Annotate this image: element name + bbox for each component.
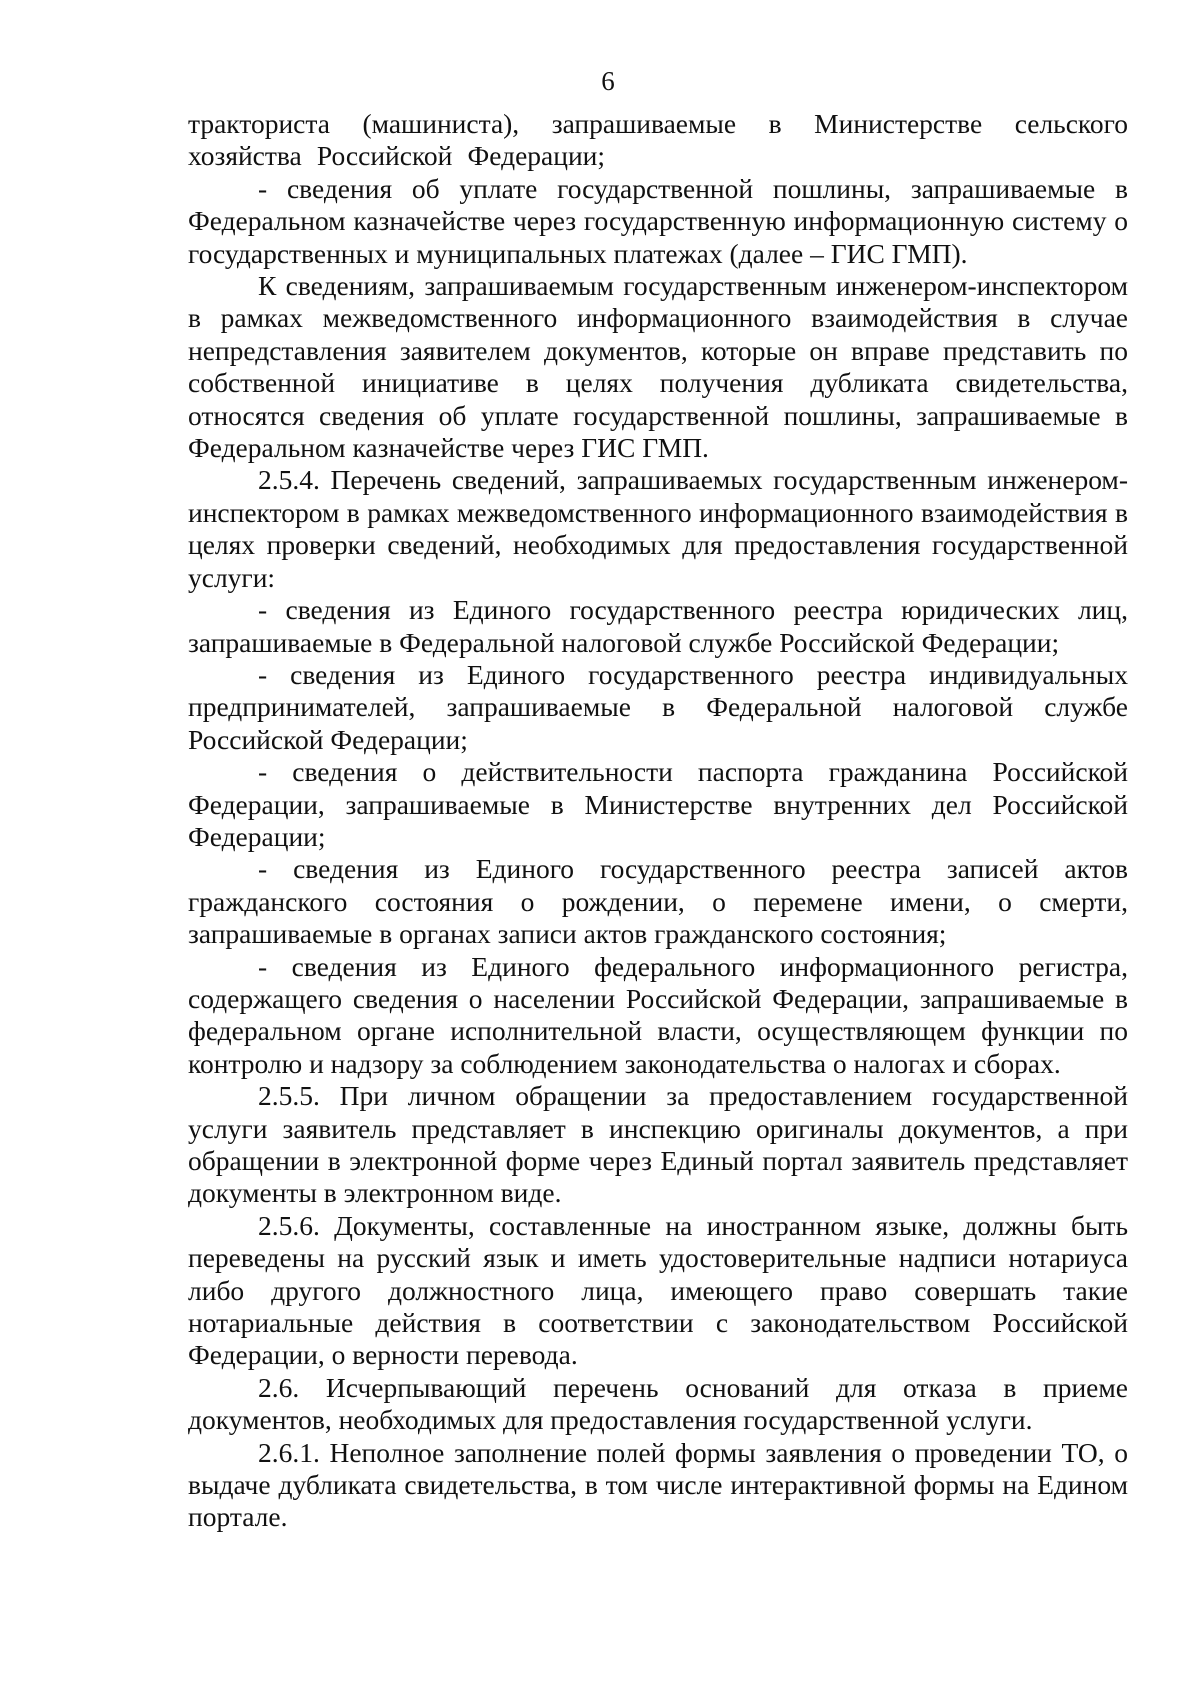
- paragraph-2-6-1: 2.6.1. Неполное заполнение полей формы заявления о проведении ТО, о выдаче дубликата свидетельства, в том числе интерактивной формы на Едином портале.: [188, 1436, 1128, 1533]
- paragraph-continuation: тракториста (машиниста), запрашиваемые в Министерстве сельского хозяйства Российской Федерации;: [188, 108, 1128, 172]
- paragraph-population-register: - сведения из Единого федерального информационного регистра, содержащего сведения о населении Российской Федерации, запрашиваемые в федеральном органе исполнительной власти, осуществляющем функции по контролю и надзору за соблюдением законодательства о налогах и сборах.: [188, 950, 1128, 1079]
- paragraph-state-fee-info: - сведения об уплате государственной пошлины, запрашиваемые в Федеральном казначействе через государственную информационную систему о государственных и муниципальных платежах (далее – ГИС ГМП).: [188, 172, 1128, 269]
- page-number: 6: [601, 66, 615, 96]
- paragraph-2-5-4: 2.5.4. Перечень сведений, запрашиваемых государственным инженером-инспектором в рамках межведомственного информационного взаимодействия в целях проверки сведений, необходимых для предоставления государственной услуги:: [188, 464, 1128, 593]
- paragraph-duplicate-info: К сведениям, запрашиваемым государственным инженером-инспектором в рамках межведомственного информационного взаимодействия в случае непредставления заявителем документов, которые он вправе представить по собственной инициативе в целях получения дубликата свидетельства, относятся сведения об уплате государственной пошлины, запрашиваемые в Федеральном казначействе через ГИС ГМП.: [188, 270, 1128, 464]
- paragraph-2-5-5: 2.5.5. При личном обращении за предоставлением государственной услуги заявитель представляет в инспекцию оригиналы документов, а при обращении в электронной форме через Единый портал заявитель представляет документы в электронном виде.: [188, 1080, 1128, 1209]
- paragraph-civil-registry: - сведения из Единого государственного реестра записей актов гражданского состояния о рождении, о перемене имени, о смерти, запрашиваемые в органах записи актов гражданского состояния;: [188, 853, 1128, 950]
- paragraph-2-5-6: 2.5.6. Документы, составленные на иностранном языке, должны быть переведены на русский язык и иметь удостоверительные надписи нотариуса либо другого должностного лица, имеющего право совершать такие нотариальные действия в соответствии с законодательством Российской Федерации, о верности перевода.: [188, 1209, 1128, 1371]
- paragraph-2-6: 2.6. Исчерпывающий перечень оснований для отказа в приеме документов, необходимых для предоставления государственной услуги.: [188, 1371, 1128, 1436]
- paragraph-egrul: - сведения из Единого государственного реестра юридических лиц, запрашиваемые в Федеральной налоговой службе Российской Федерации;: [188, 594, 1128, 658]
- paragraph-egrip: - сведения из Единого государственного реестра индивидуальных предпринимателей, запрашиваемые в Федеральной налоговой службе Российской Федерации;: [188, 658, 1128, 755]
- document-body: [188, 108, 1128, 1534]
- paragraph-passport: - сведения о действительности паспорта гражданина Российской Федерации, запрашиваемые в Министерстве внутренних дел Российской Федерации;: [188, 756, 1128, 852]
